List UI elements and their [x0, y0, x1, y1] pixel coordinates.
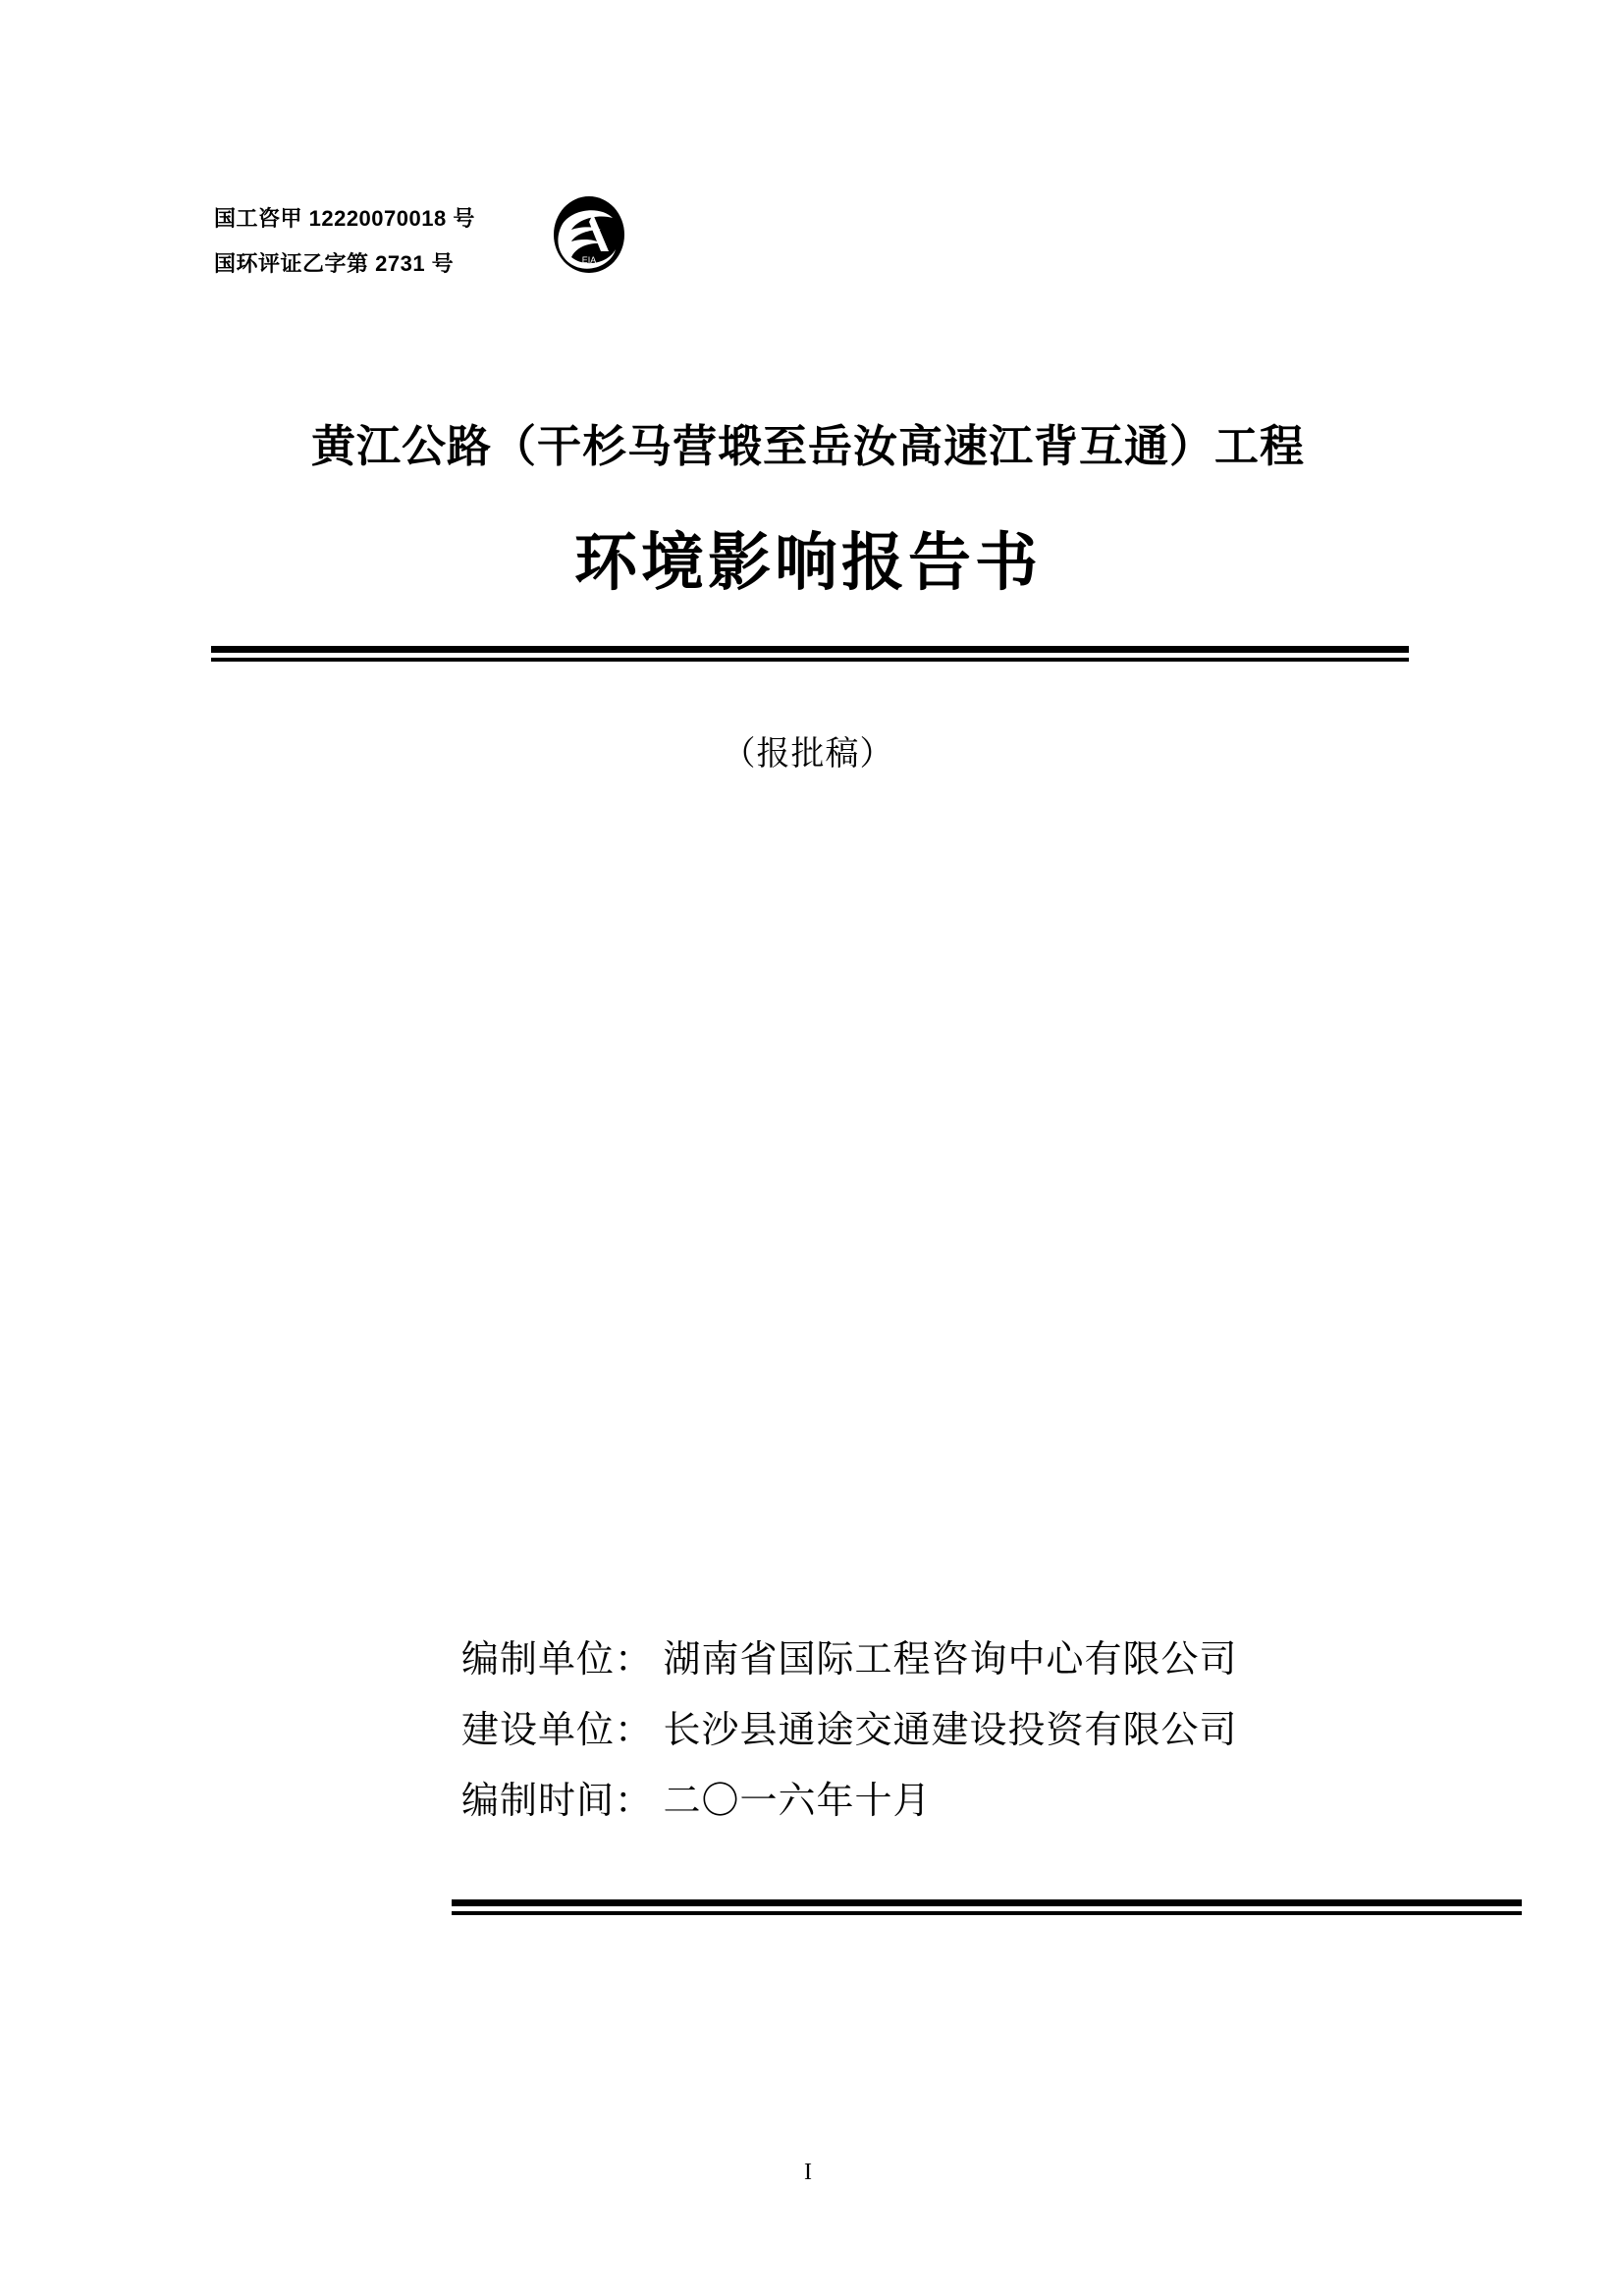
divider-line-thick: [211, 646, 1409, 653]
divider-line-thin: [211, 658, 1409, 662]
footer-divider-line-thick: [452, 1899, 1522, 1906]
eia-agency-logo-icon: [550, 194, 628, 275]
svg-text:EIA: EIA: [581, 255, 597, 265]
document-info-block: [461, 1625, 1443, 1837]
draft-status-label: （报批稿）: [722, 736, 894, 773]
document-title-sub: 环境影响报告书: [574, 527, 1042, 598]
document-title-main: 黄江公路（干杉马营塅至岳汝高速江背互通）工程: [310, 421, 1305, 471]
footer-divider-line-thin: [452, 1911, 1522, 1915]
footer-divider: [452, 1899, 1522, 1915]
info-value-builder: 长沙县通途交通建设投资有限公司: [663, 1710, 1238, 1751]
page-number: I: [804, 2160, 812, 2185]
info-value-date: 二〇一六年十月: [663, 1781, 932, 1822]
info-row-preparer: [461, 1625, 1443, 1695]
info-label-preparer: 编制单位：: [461, 1639, 654, 1681]
certificate-number-1: 国工咨甲 12220070018 号: [214, 206, 475, 231]
info-label-date: 编制时间：: [461, 1781, 654, 1822]
info-row-date: [461, 1766, 1443, 1837]
info-row-builder: [461, 1695, 1443, 1766]
title-divider: [211, 646, 1409, 662]
info-label-builder: 建设单位：: [461, 1710, 654, 1751]
info-value-preparer: 湖南省国际工程咨询中心有限公司: [663, 1639, 1238, 1681]
certificate-number-2: 国环评证乙字第 2731 号: [214, 251, 455, 276]
